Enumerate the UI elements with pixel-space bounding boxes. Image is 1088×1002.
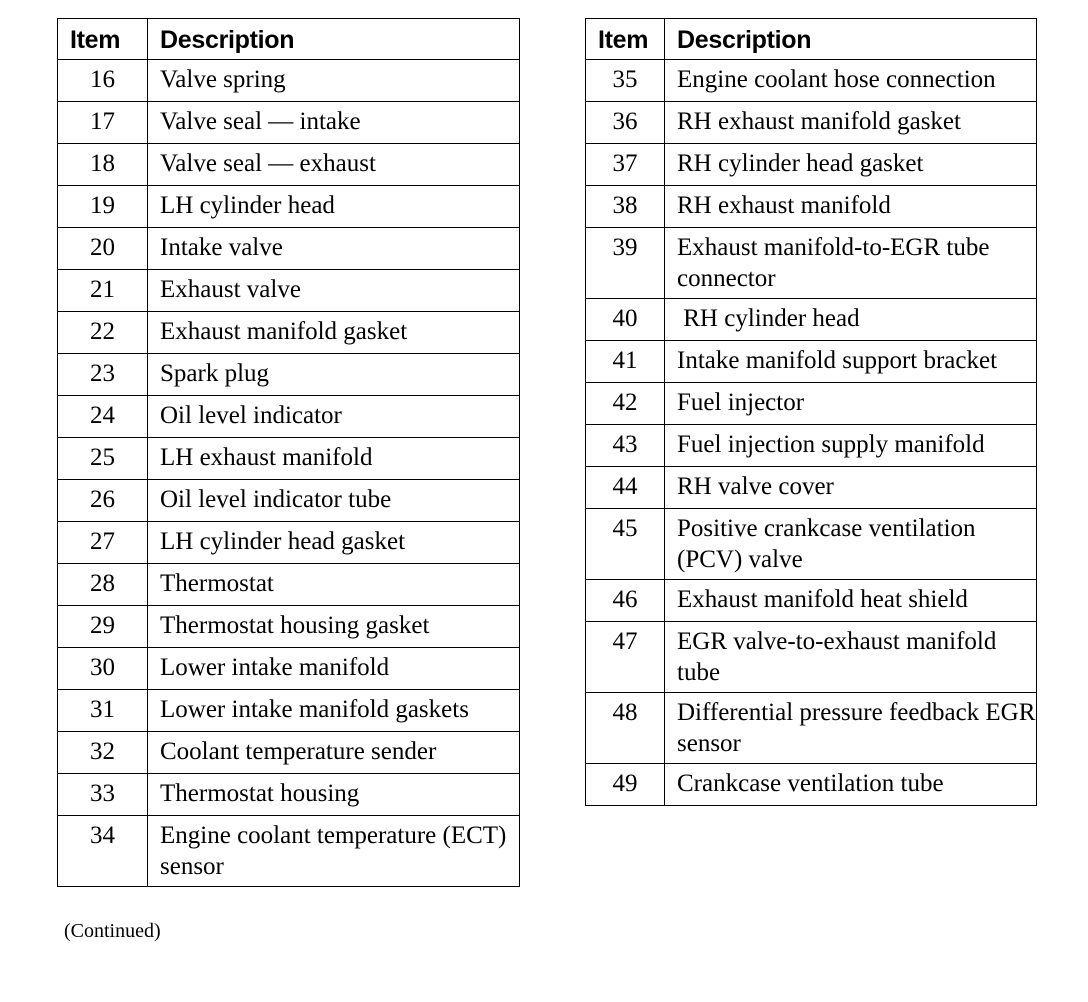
- item-description: Differential pressure feedback EGR sensor: [665, 693, 1037, 764]
- item-number: 31: [58, 690, 148, 732]
- item-number: 25: [58, 438, 148, 480]
- item-description: Fuel injection supply manifold: [665, 425, 1037, 467]
- item-description: Thermostat housing gasket: [148, 606, 520, 648]
- table-row: [58, 60, 520, 102]
- item-number: 36: [586, 102, 665, 144]
- item-description: Valve seal — intake: [148, 102, 520, 144]
- item-column-header: Item: [586, 19, 665, 60]
- table-row: [58, 774, 520, 816]
- item-description: Exhaust valve: [148, 270, 520, 312]
- item-number: 24: [58, 396, 148, 438]
- item-description: LH cylinder head gasket: [148, 522, 520, 564]
- item-description: Positive crankcase ventilation (PCV) valve: [665, 509, 1037, 580]
- item-description: Exhaust manifold-to-EGR tube connector: [665, 228, 1037, 299]
- item-description: Exhaust manifold heat shield: [665, 580, 1037, 622]
- table-row: [586, 186, 1037, 228]
- parts-table-left-body: [58, 60, 520, 887]
- item-number: 35: [586, 60, 665, 102]
- item-description: Oil level indicator: [148, 396, 520, 438]
- item-description: RH cylinder head: [665, 299, 1037, 341]
- item-number: 48: [586, 693, 665, 764]
- table-row: [58, 816, 520, 887]
- table-row: [586, 425, 1037, 467]
- item-description: Engine coolant temperature (ECT) sensor: [148, 816, 520, 887]
- item-number: 17: [58, 102, 148, 144]
- item-number: 49: [586, 764, 665, 806]
- item-number: 32: [58, 732, 148, 774]
- item-description: Valve seal — exhaust: [148, 144, 520, 186]
- item-description: RH cylinder head gasket: [665, 144, 1037, 186]
- item-number: 20: [58, 228, 148, 270]
- table-row: [58, 564, 520, 606]
- table-row: [58, 102, 520, 144]
- item-number: 44: [586, 467, 665, 509]
- item-description: Intake manifold support bracket: [665, 341, 1037, 383]
- table-row: [586, 102, 1037, 144]
- item-description: Exhaust manifold gasket: [148, 312, 520, 354]
- item-description: Lower intake manifold gaskets: [148, 690, 520, 732]
- table-row: [58, 648, 520, 690]
- parts-table-right-body: [586, 60, 1042, 806]
- item-description: EGR valve-to-exhaust manifold tube: [665, 622, 1037, 693]
- item-number: 43: [586, 425, 665, 467]
- item-number: 41: [586, 341, 665, 383]
- item-description: RH valve cover: [665, 467, 1037, 509]
- table-row: [586, 60, 1037, 102]
- item-description: Valve spring: [148, 60, 520, 102]
- table-row: [58, 228, 520, 270]
- table-header-row: [586, 19, 1037, 60]
- table-row: [586, 580, 1037, 622]
- item-number: 34: [58, 816, 148, 887]
- item-description: Spark plug: [148, 354, 520, 396]
- item-number: 16: [58, 60, 148, 102]
- item-number: 23: [58, 354, 148, 396]
- item-number: 38: [586, 186, 665, 228]
- item-description: Coolant temperature sender: [148, 732, 520, 774]
- table-row: [58, 438, 520, 480]
- item-number: 30: [58, 648, 148, 690]
- table-row: [58, 732, 520, 774]
- item-description: Intake valve: [148, 228, 520, 270]
- table-row: [58, 396, 520, 438]
- item-number: 27: [58, 522, 148, 564]
- table-row: [586, 341, 1037, 383]
- description-column-header: Description: [665, 19, 1037, 60]
- item-number: 22: [58, 312, 148, 354]
- item-description: Engine coolant hose connection: [665, 60, 1037, 102]
- item-number: 45: [586, 509, 665, 580]
- table-row: [586, 228, 1037, 299]
- table-row: [586, 383, 1037, 425]
- table-row: [586, 467, 1037, 509]
- description-column-header: Description: [148, 19, 520, 60]
- table-header-row: [58, 19, 520, 60]
- table-row: [58, 606, 520, 648]
- parts-table-left: [57, 18, 520, 887]
- item-description: RH exhaust manifold gasket: [665, 102, 1037, 144]
- table-row: [586, 693, 1037, 764]
- item-description: Oil level indicator tube: [148, 480, 520, 522]
- item-number: 29: [58, 606, 148, 648]
- item-description: LH exhaust manifold: [148, 438, 520, 480]
- item-description: Thermostat housing: [148, 774, 520, 816]
- item-number: 40: [586, 299, 665, 341]
- table-row: [58, 186, 520, 228]
- item-number: 42: [586, 383, 665, 425]
- table-row: [58, 270, 520, 312]
- table-row: [586, 622, 1037, 693]
- item-number: 19: [58, 186, 148, 228]
- item-number: 46: [586, 580, 665, 622]
- item-number: 37: [586, 144, 665, 186]
- table-row: [58, 312, 520, 354]
- item-description: Fuel injector: [665, 383, 1037, 425]
- table-row: [58, 522, 520, 564]
- table-row: [58, 690, 520, 732]
- table-row: [586, 144, 1037, 186]
- item-description: Lower intake manifold: [148, 648, 520, 690]
- table-row: [586, 764, 1037, 806]
- item-description: Crankcase ventilation tube: [665, 764, 1037, 806]
- table-row: [58, 480, 520, 522]
- table-row: [586, 509, 1037, 580]
- item-number: 28: [58, 564, 148, 606]
- table-row: [586, 299, 1037, 341]
- item-number: 21: [58, 270, 148, 312]
- item-number: 26: [58, 480, 148, 522]
- item-description: Thermostat: [148, 564, 520, 606]
- table-row: [58, 354, 520, 396]
- table-row: [58, 144, 520, 186]
- item-description: LH cylinder head: [148, 186, 520, 228]
- parts-table-right: [585, 18, 1042, 806]
- item-description: RH exhaust manifold: [665, 186, 1037, 228]
- item-number: 33: [58, 774, 148, 816]
- item-number: 39: [586, 228, 665, 299]
- item-column-header: Item: [58, 19, 148, 60]
- continued-note: (Continued): [64, 920, 161, 942]
- item-number: 47: [586, 622, 665, 693]
- item-number: 18: [58, 144, 148, 186]
